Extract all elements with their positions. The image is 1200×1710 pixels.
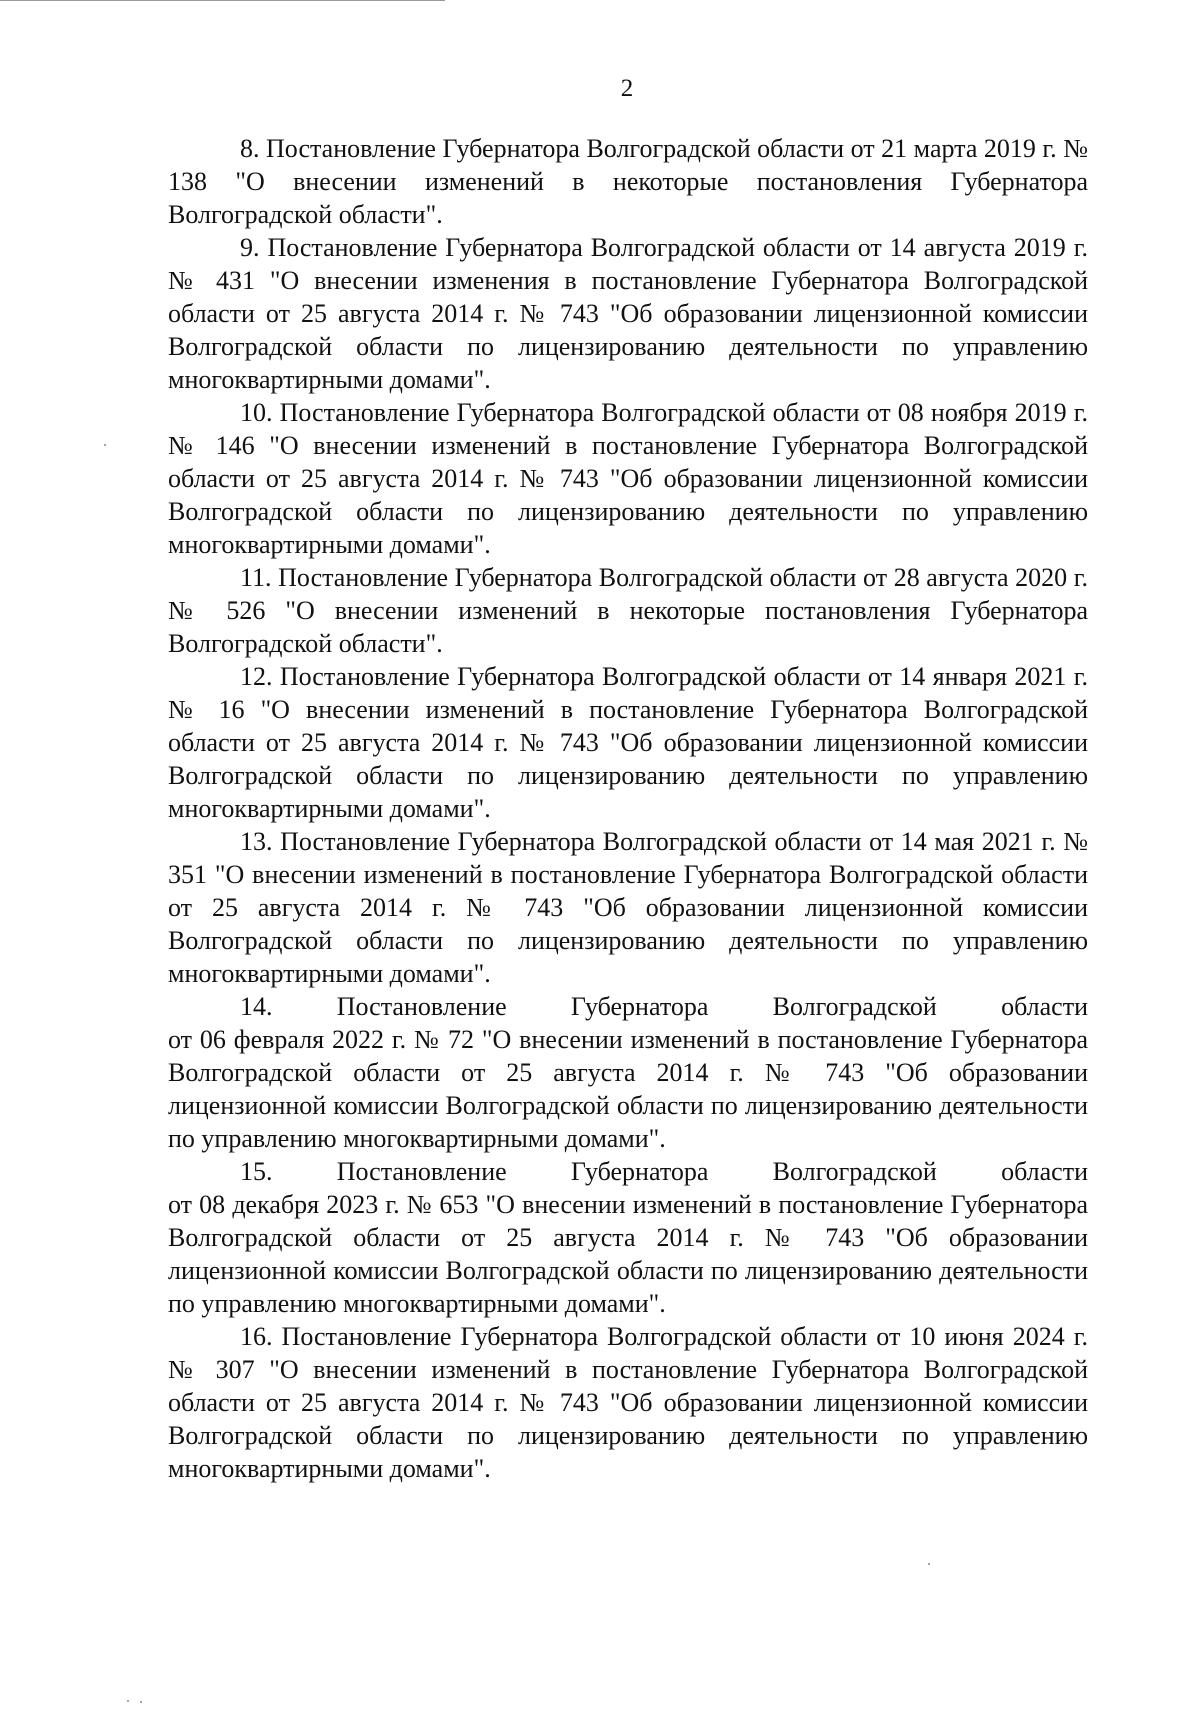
list-item-10: 10. Постановление Губернатора Волгоградской области от 08 ноября 2019 г. № 146 "О внесении изменений в постановление Губернатора Волгоградской области от 25 августа 2014 г. № 743 "Об образовании лицензионной комиссии Волгоградской области по лицензированию деятельности по управлению многоквартирными домами". [168,398,1088,559]
list-item-12: 12. Постановление Губернатора Волгоградской области от 14 января 2021 г. № 16 "О внесении изменений в постановление Губернатора Волгоградской области от 25 августа 2014 г. № 743 "Об образовании лицензионной комиссии Волгоградской области по лицензированию деятельности по управлению многоквартирными домами". [168,662,1088,823]
scan-speck [127,1700,129,1702]
list-item-15-rest: от 08 декабря 2023 г. № 653 "О внесении изменений в постановление Губернатора Волгоградской области от 25 августа 2014 г. № 743 "Об образовании лицензионной комиссии Волгоградской области по лицензированию деятельности по управлению многоквартирными домами". [168,1190,1088,1318]
list-item-16: 16. Постановление Губернатора Волгоградской области от 10 июня 2024 г. № 307 "О внесении изменений в постановление Губернатора Волгоградской области от 25 августа 2014 г. № 743 "Об образовании лицензионной комиссии Волгоградской области по лицензированию деятельности по управлению многоквартирными домами". [168,1322,1088,1483]
list-item-14-first-line: 14. Постановление Губернатора Волгоградской области [240,992,1088,1021]
scan-speck [104,444,106,446]
list-item-15-first-line: 15. Постановление Губернатора Волгоградской области [240,1157,1088,1186]
top-edge-rule [0,0,445,1]
scan-speck [140,1701,142,1703]
list-item-9: 9. Постановление Губернатора Волгоградской области от 14 августа 2019 г. № 431 "О внесении изменения в постановление Губернатора Волгоградской области от 25 августа 2014 г. № 743 "Об образовании лицензионной комиссии Волгоградской области по лицензированию деятельности по управлению многоквартирными домами". [168,233,1088,394]
list-item-13: 13. Постановление Губернатора Волгоградской области от 14 мая 2021 г. № 351 "О внесении изменений в постановление Губернатора Волгоградской области от 25 августа 2014 г. № 743 "Об образовании лицензионной комиссии Волгоградской области по лицензированию деятельности по управлению многоквартирными домами". [168,827,1088,988]
list-item-15 [168,1155,1088,1320]
list-item-14-rest: от 06 февраля 2022 г. № 72 "О внесении изменений в постановление Губернатора Волгоградской области от 25 августа 2014 г. № 743 "Об образовании лицензионной комиссии Волгоградской области по лицензированию деятельности по управлению многоквартирными домами". [168,1025,1088,1153]
decree-list [168,132,1088,1485]
list-item-8: 8. Постановление Губернатора Волгоградской области от 21 марта 2019 г. № 138 "О внесении изменений в некоторые постановления Губернатора Волгоградской области". [168,134,1088,229]
list-item-11: 11. Постановление Губернатора Волгоградской области от 28 августа 2020 г. № 526 "О внесении изменений в некоторые постановления Губернатора Волгоградской области". [168,563,1088,658]
page-number: 2 [620,75,634,102]
scan-speck [928,1563,930,1565]
list-item-14 [168,990,1088,1155]
